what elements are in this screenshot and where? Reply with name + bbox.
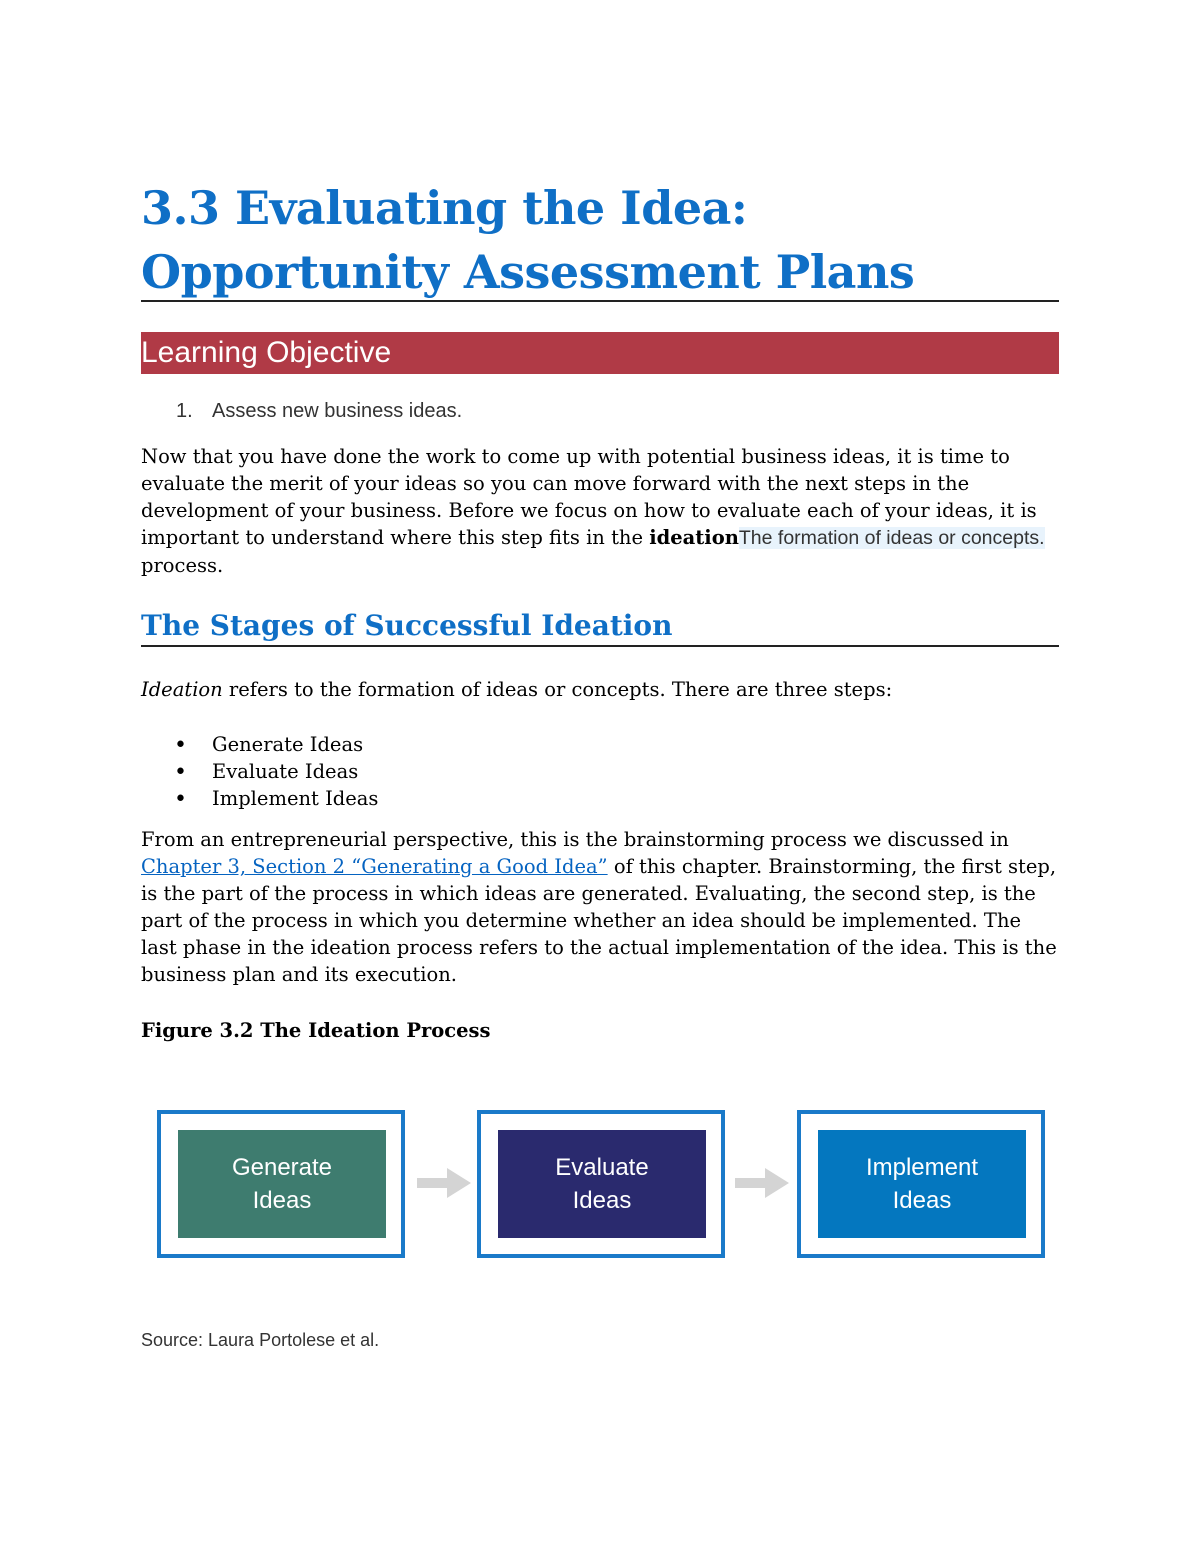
figure-caption: Figure 3.2 The Ideation Process: [141, 1019, 491, 1042]
intro-text-end: process.: [141, 554, 224, 577]
ideation-term: ideation: [649, 526, 739, 549]
stage-evaluate-box: [498, 1130, 706, 1238]
ideation-definition: The formation of ideas or concepts.: [738, 527, 1045, 549]
list-item: [141, 785, 1059, 812]
stage-implement: [797, 1110, 1045, 1258]
arrow-right-icon: [735, 1168, 789, 1198]
bullet-icon: •: [174, 733, 187, 758]
list-item-text: Generate Ideas: [212, 733, 364, 756]
objective-number: 1.: [176, 400, 193, 422]
process-paragraph: [141, 826, 1059, 988]
stage-evaluate: [477, 1110, 725, 1258]
stage-generate: [157, 1110, 405, 1258]
figure-source: Source: Laura Portolese et al.: [141, 1330, 380, 1350]
section-heading: The Stages of Successful Ideation: [141, 609, 673, 642]
list-item-text: Implement Ideas: [212, 787, 379, 810]
process-text-start: From an entrepreneurial perspective, this is the brainstorming process we discussed in: [141, 828, 1009, 851]
definition-text: refers to the formation of ideas or concepts. There are three steps:: [222, 678, 893, 701]
list-item-text: Evaluate Ideas: [212, 760, 359, 783]
intro-text: Now that you have done the work to come up with potential business ideas, it is time to evaluate the merit of your ideas so you can move forward with the next steps in the development of your business. Before we focus on how to evaluate each of your ideas, it is important to understand where this step fits in the: [141, 445, 1037, 549]
page-title-line-2: Opportunity Assessment Plans: [141, 245, 915, 299]
objective-text: Assess new business ideas.: [212, 400, 463, 422]
steps-list: [141, 731, 1059, 812]
stage-generate-box: [178, 1130, 386, 1238]
stage-label-line-2: Ideas: [892, 1187, 952, 1214]
stage-label-line-2: Ideas: [572, 1187, 632, 1214]
intro-paragraph: [141, 443, 1059, 579]
title-divider: [141, 300, 1059, 302]
list-item: [141, 731, 1059, 758]
list-item: [141, 758, 1059, 785]
definition-paragraph: [141, 676, 1059, 703]
stage-label-line-1: Generate: [231, 1154, 333, 1181]
learning-objective-heading: Learning Objective: [141, 332, 1059, 374]
page-title: [141, 176, 1059, 304]
stage-label-line-1: Implement: [865, 1154, 979, 1181]
chapter-link[interactable]: Chapter 3, Section 2 “Generating a Good Idea”: [141, 855, 608, 878]
process-text-end: of this chapter. Brainstorming, the first step, is the part of the process in which ideas are generated. Evaluating, the second step, is the part of the process in which you determine whether an idea should be implemented. The last phase in the ideation process refers to the actual implementation of the idea. This is the business plan and its execution.: [141, 855, 1057, 986]
section-divider: [141, 645, 1059, 647]
stage-label-line-2: Ideas: [252, 1187, 312, 1214]
page-title-line-1: 3.3 Evaluating the Idea:: [141, 181, 748, 235]
stage-implement-box: [818, 1130, 1026, 1238]
bullet-icon: •: [174, 787, 187, 812]
definition-term: Ideation: [141, 678, 223, 701]
stage-label-line-1: Evaluate: [555, 1154, 649, 1181]
ideation-process-diagram: [157, 1110, 1045, 1260]
arrow-right-icon: [417, 1168, 471, 1198]
bullet-icon: •: [174, 760, 187, 785]
